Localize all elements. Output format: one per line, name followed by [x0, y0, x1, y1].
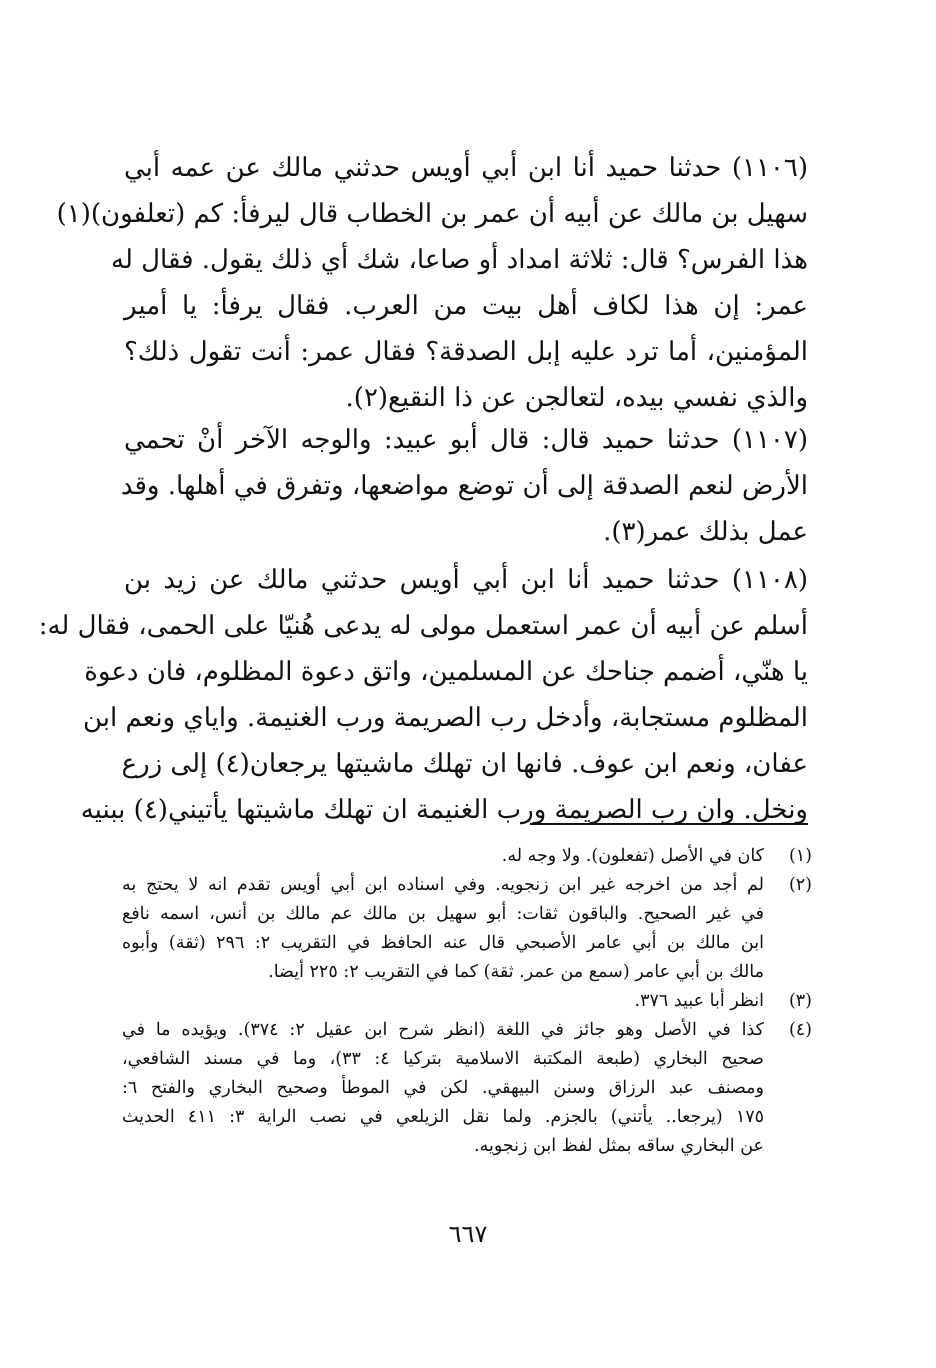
- footnotes: [122, 842, 812, 1161]
- footnote-text: [122, 987, 764, 1016]
- page-number: ٦٦٧: [448, 1220, 488, 1248]
- footnote-line: انظر أبا عبيد ٣٧٦.: [634, 991, 764, 1011]
- text-line: عفان، ونعم ابن عوف. فانها ان تهلك ماشيتها يرجعان(٤) إلى زرع: [121, 749, 808, 779]
- text-line: هذا الفرس؟ قال: ثلاثة امداد أو صاعا، شك أي ذلك يقول. فقال له: [111, 245, 808, 275]
- text-line: ونخل. وان رب الصريمة ورب الغنيمة ان تهلك ماشيتها يأتيني(٤) ببنيه: [80, 795, 808, 825]
- footnote-3: [122, 987, 812, 1016]
- footnote-line: مالك بن أبي عامر (سمع من عمر. ثقة) كما في التقريب ٢: ٢٢٥ أيضا.: [268, 962, 764, 982]
- text-line: أسلم عن أبيه أن عمر استعمل مولى له يدعى هُنيّا على الحمى، فقال له:: [38, 611, 808, 641]
- footnote-line: كان في الأصل (تفعلون). ولا وجه له.: [501, 846, 764, 866]
- footnote-separator: [530, 823, 808, 825]
- hadith-paragraph-1107: [120, 417, 808, 555]
- text-line: (١١٠٨) حدثنا حميد أنا ابن أبي أويس حدثني مالك عن زيد بن: [124, 565, 808, 595]
- text-line: المظلوم مستجابة، وأدخل رب الصريمة ورب الغنيمة. واياي ونعم ابن: [82, 703, 808, 733]
- footnote-line: ابن مالك بن أبي عامر الأصبحي قال عنه الحافظ في التقريب ٢: ٢٩٦ (ثقة) وأبوه: [122, 933, 764, 953]
- hadith-paragraph-1108: [38, 557, 808, 833]
- footnote-1: [122, 842, 812, 871]
- footnote-number: (٢): [788, 875, 812, 895]
- footnote-line: ومصنف عبد الرزاق وسنن البيهقي. لكن في الموطأ وصحيح البخاري والفتح ٦:: [122, 1078, 764, 1098]
- footnote-number: (٣): [788, 991, 812, 1011]
- hadith-paragraph-1106: [56, 145, 808, 421]
- footnote-line: في غير الصحيح. والباقون ثقات: أبو سهيل بن مالك عم مالك بن أنس، اسمه نافع: [122, 904, 764, 924]
- footnote-number: (١): [788, 846, 812, 866]
- footnote-4: [122, 1016, 812, 1161]
- text-line: يا هنّي، أضمم جناحك عن المسلمين، واتق دعوة المظلوم، فان دعوة: [84, 657, 808, 687]
- text-line: عمل بذلك عمر(٣).: [603, 517, 808, 547]
- text-line: (١١٠٧) حدثنا حميد قال: قال أبو عبيد: والوجه الآخر أنْ تحمي: [124, 425, 808, 455]
- footnote-line: صحيح البخاري (طبعة المكتبة الاسلامية بتركيا ٤: ٣٣)، وما في مسند الشافعي،: [122, 1049, 764, 1069]
- footnote-line: كذا في الأصل وهو جائز في اللغة (انظر شرح ابن عقيل ٢: ٣٧٤). ويؤيده ما في: [122, 1020, 764, 1040]
- text-line: عمر: إن هذا لكاف أهل بيت من العرب. فقال يرفأ: يا أمير: [124, 291, 808, 321]
- text-line: الأرض لنعم الصدقة إلى أن توضع مواضعها، وتفرق في أهلها. وقد: [120, 471, 808, 501]
- text-line: (١١٠٦) حدثنا حميد أنا ابن أبي أويس حدثني مالك عن عمه أبي: [124, 153, 808, 183]
- footnote-line: عن البخاري ساقه بمثل لفظ ابن زنجويه.: [474, 1136, 764, 1156]
- footnote-line: لم أجد من اخرجه غير ابن زنجويه. وفي اسناده ابن أبي أويس تقدم انه لا يحتج به: [122, 875, 764, 895]
- text-line: المؤمنين، أما ترد عليه إبل الصدقة؟ فقال عمر: أنت تقول ذلك؟: [124, 337, 808, 367]
- footnote-text: [122, 871, 764, 987]
- footnote-text: [122, 1016, 764, 1161]
- text-line: والذي نفسي بيده، لتعالجن عن ذا النقيع(٢).: [345, 383, 808, 413]
- footnote-2: [122, 871, 812, 987]
- text-line: سهيل بن مالك عن أبيه أن عمر بن الخطاب قال ليرفأ: كم (تعلفون)(١): [56, 199, 808, 229]
- footnote-number: (٤): [788, 1020, 812, 1040]
- footnote-line: ١٧٥ (يرجعا.. يأتني) بالجزم. ولما نقل الزيلعي في نصب الراية ٣: ٤١١ الحديث: [122, 1107, 765, 1127]
- footnote-text: [122, 842, 764, 871]
